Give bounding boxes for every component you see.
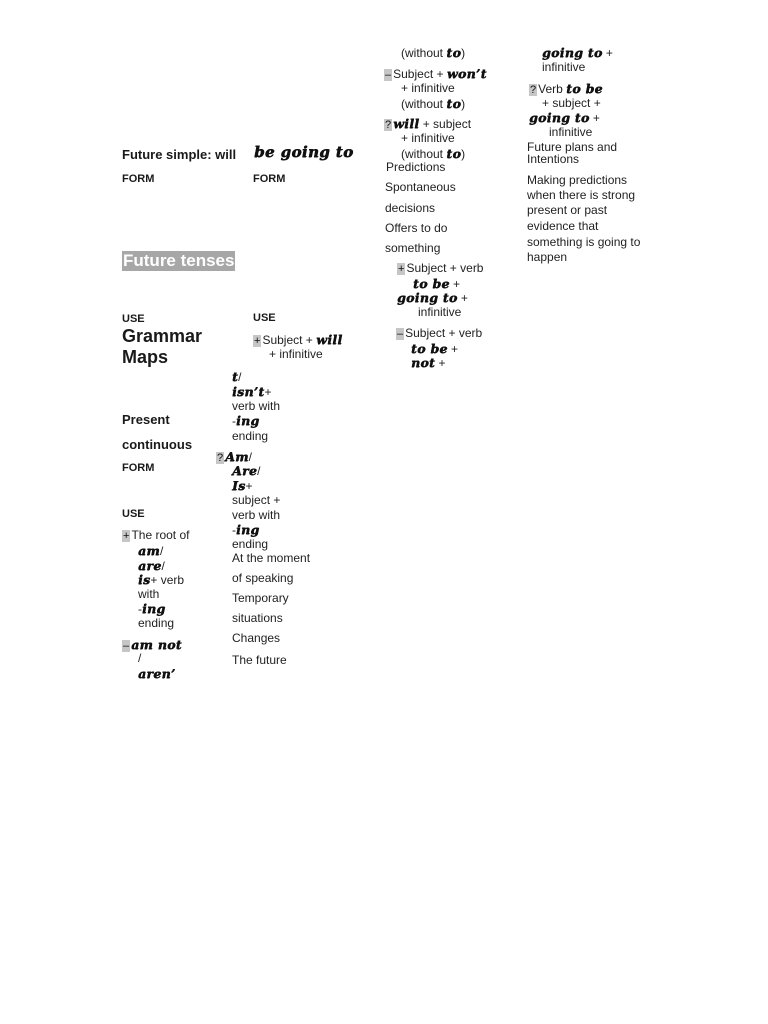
pc-negative-line7	[232, 413, 259, 429]
pc-negative-line2: /	[138, 651, 142, 665]
going-to-heading: be going to	[254, 143, 354, 161]
present-continuous-heading-line2: continuous	[122, 437, 193, 452]
pc-positive-line7: ending	[138, 616, 175, 630]
to-be-keyword: to be	[411, 341, 448, 356]
going-to-keyword: going to	[397, 290, 458, 305]
going-to-use-2b: when there is strong	[527, 188, 636, 202]
am-keyword: Am	[225, 449, 249, 464]
minus-symbol: –	[397, 328, 404, 340]
going-to-use-2f: happen	[527, 250, 568, 264]
plus-text: +	[264, 385, 272, 399]
going-to-use-2d: evidence that	[527, 219, 599, 233]
pc-question-line4: subject +	[232, 493, 281, 507]
pc-positive-line1	[122, 528, 189, 543]
plus-text: +	[592, 111, 600, 125]
present-continuous-heading-line1: Present	[122, 412, 170, 427]
will-positive-line1	[253, 332, 342, 348]
ing-keyword: ing	[236, 522, 260, 537]
pc-positive-line6	[138, 601, 165, 617]
minus-symbol: –	[385, 69, 392, 81]
going-to-use-label: USE	[253, 312, 276, 324]
will-negative-line2: + infinitive	[401, 81, 455, 95]
will-use-1: Predictions	[386, 160, 446, 174]
pc-negative-line8: ending	[232, 429, 269, 443]
is-keyword: Is	[232, 478, 246, 493]
dash-text: -	[138, 602, 142, 616]
going-to-question-line4: infinitive	[549, 125, 593, 139]
pc-use-1b: of speaking	[232, 571, 294, 585]
page-title: Future tenses	[123, 251, 235, 270]
will-pos-text: Subject +	[262, 333, 313, 347]
to-keyword: to	[446, 96, 462, 111]
going-to-question-line3	[529, 110, 600, 126]
question-symbol: ?	[530, 84, 537, 96]
plus-text: +	[451, 342, 459, 356]
going-to-question-line2: + subject +	[542, 96, 601, 110]
going-to-question-line1	[529, 81, 603, 97]
slash-text: /	[257, 464, 261, 478]
pc-negative-line6: verb with	[232, 399, 281, 413]
slash-text: /	[238, 370, 242, 384]
to-be-keyword: to be	[566, 81, 603, 96]
close-paren: )	[461, 97, 466, 111]
pc-question-line5: verb with	[232, 508, 281, 522]
pc-use-2b: situations	[232, 611, 283, 625]
isnt-keyword: isn’t	[232, 384, 265, 399]
arent-keyword: aren’	[138, 666, 176, 681]
plus-text: +	[605, 46, 613, 60]
pc-question-line2	[232, 463, 260, 479]
pc-question-line6	[232, 522, 259, 538]
to-keyword: to	[446, 45, 462, 60]
going-to-negative-line1	[396, 326, 482, 341]
pc-use-4: The future	[232, 653, 287, 667]
am-keyword: am	[138, 543, 160, 558]
plus-text: +	[438, 356, 446, 370]
are-keyword: are	[138, 558, 162, 573]
slash-text: /	[248, 450, 252, 464]
am-not-keyword: am not	[131, 637, 182, 652]
to-be-keyword: to be	[413, 276, 450, 291]
pc-positive-line2	[138, 543, 163, 559]
will-q-text: + subject	[422, 117, 472, 131]
will-use-4: Offers to do	[385, 221, 448, 235]
going-neg-text: Subject + verb	[405, 326, 483, 340]
pc-question-line7: ending	[232, 537, 269, 551]
wont-keyword: won’t	[446, 66, 487, 81]
grammar-maps-title-line2: Maps	[122, 347, 169, 367]
pc-use-1a: At the moment	[232, 551, 311, 565]
will-positive-line2: + infinitive	[269, 347, 323, 361]
going-to-use-1a: Future plans and	[527, 140, 618, 154]
plus-symbol: +	[123, 530, 130, 542]
going-to-positive-line1	[397, 261, 483, 276]
will-use-5: something	[385, 241, 441, 255]
without-text: (without	[401, 46, 444, 60]
will-keyword: will	[393, 116, 420, 131]
will-use-label: USE	[122, 313, 145, 325]
dash-text: -	[232, 414, 236, 428]
pc-use-3: Changes	[232, 631, 281, 645]
is-keyword: is	[138, 572, 151, 587]
will-negative-line1	[384, 66, 487, 82]
going-to-use-2a: Making predictions	[527, 173, 628, 187]
pc-negative-line5	[232, 384, 272, 400]
question-symbol: ?	[217, 452, 224, 464]
dash-text: -	[232, 523, 236, 537]
plus-text: +	[460, 291, 468, 305]
are-keyword: Are	[232, 463, 258, 478]
pc-question-line3	[232, 478, 253, 494]
pc-positive-line4	[138, 572, 184, 588]
going-to-use-1b: Intentions	[527, 152, 580, 166]
not-keyword: not	[411, 355, 436, 370]
going-to-positive-line4: infinitive	[418, 305, 462, 319]
present-continuous-use-label: USE	[122, 508, 145, 520]
plus-text: +	[245, 479, 253, 493]
going-to-form-label: FORM	[253, 173, 286, 185]
without-text: (without	[401, 97, 444, 111]
will-neg-text: Subject +	[393, 67, 444, 81]
will-positive-note	[401, 45, 465, 61]
to-keyword: to	[446, 146, 462, 161]
will-heading: Future simple: will	[122, 147, 237, 162]
pc-negative-line1	[122, 637, 182, 653]
minus-symbol: –	[123, 640, 130, 652]
going-to-negative-line3	[411, 355, 445, 371]
going-to-use-2e: something is going to	[527, 235, 641, 249]
will-question-line2: + infinitive	[401, 131, 455, 145]
pc-negative-line4	[232, 369, 241, 385]
plus-symbol: +	[398, 263, 405, 275]
will-use-3: decisions	[385, 201, 436, 215]
root-of-text: The root of	[131, 528, 190, 542]
grammar-maps-title-line1: Grammar	[122, 326, 203, 346]
ing-keyword: ing	[142, 601, 166, 616]
close-paren: )	[461, 46, 466, 60]
going-to-positive-line3	[397, 290, 468, 306]
will-negative-line3	[401, 96, 465, 112]
pc-use-2a: Temporary	[232, 591, 289, 605]
will-form-label: FORM	[122, 173, 155, 185]
plus-symbol: +	[254, 335, 261, 347]
ing-keyword: ing	[236, 413, 260, 428]
going-to-use-2c: present or past	[527, 203, 608, 217]
present-continuous-form-label: FORM	[122, 462, 155, 474]
going-pos-text: Subject + verb	[406, 261, 484, 275]
will-question-line1	[384, 116, 471, 132]
going-to-negative-line4	[542, 45, 613, 61]
verb-text: Verb	[538, 82, 563, 96]
will-use-2: Spontaneous	[385, 180, 456, 194]
plus-verb-text: + verb	[150, 573, 185, 587]
going-to-keyword: going to	[542, 45, 603, 60]
slash-text: /	[161, 559, 165, 573]
going-to-negative-line5: infinitive	[542, 60, 586, 74]
going-to-keyword: going to	[529, 110, 590, 125]
t-keyword: t	[232, 369, 239, 384]
close-paren: )	[461, 147, 466, 161]
plus-text: +	[453, 277, 461, 291]
will-keyword: will	[316, 332, 343, 347]
slash-text: /	[159, 544, 164, 558]
question-symbol: ?	[385, 119, 392, 131]
without-text: (without	[401, 147, 444, 161]
pc-negative-line3	[138, 666, 176, 682]
pc-positive-line5: with	[138, 587, 160, 601]
